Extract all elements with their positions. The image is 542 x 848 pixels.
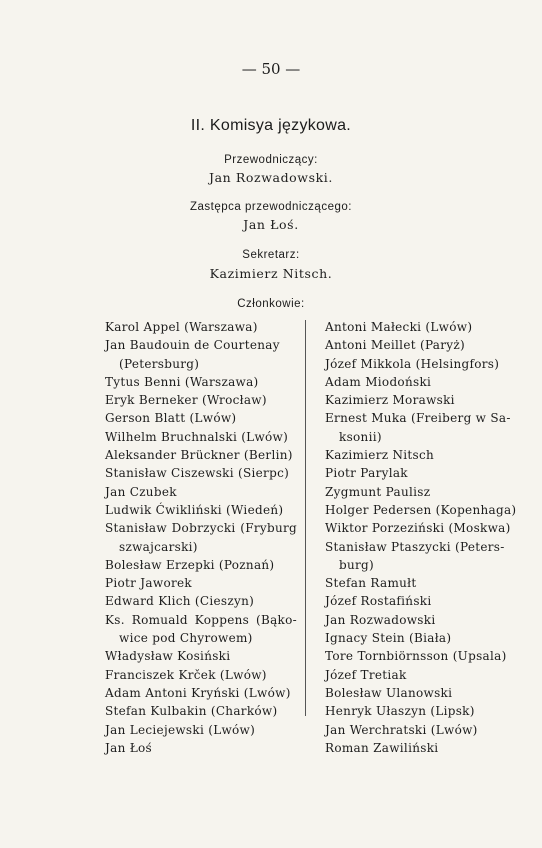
page-number: — 50 — xyxy=(241,60,301,78)
member-line: ksonii) xyxy=(339,429,382,444)
member-line: Jan Baudouin de Courtenay xyxy=(105,338,280,353)
member-line: Ernest Muka (Freiberg w Sa- xyxy=(325,411,511,426)
members-right-column xyxy=(325,318,517,757)
member-line: Franciszek Krček (Lwów) xyxy=(105,667,267,682)
member-line: Jan Czubek xyxy=(105,484,177,499)
member-line: Ks. Romuald Koppens (Bąko- xyxy=(105,612,297,627)
member-line: szwajcarski) xyxy=(119,539,198,554)
member-line: Piotr Jaworek xyxy=(105,576,192,591)
member-line: wice pod Chyrowem) xyxy=(119,631,253,646)
member-line: Stefan Ramułt xyxy=(325,576,417,591)
member-line: Ludwik Ćwikliński (Wiedeń) xyxy=(105,502,284,517)
secretary-name: Kazimierz Nitsch. xyxy=(209,266,333,281)
member-line: Eryk Berneker (Wrocław) xyxy=(105,393,267,408)
member-line: Karol Appel (Warszawa) xyxy=(105,320,258,334)
vice-chairman-name: Jan Łoś. xyxy=(243,217,299,232)
column-divider xyxy=(305,320,306,716)
member-line: (Petersburg) xyxy=(119,356,200,371)
members-left-column xyxy=(105,318,297,757)
member-line: Adam Antoni Kryński (Lwów) xyxy=(105,685,291,700)
member-line: Tore Tornbiörnsson (Upsala) xyxy=(325,649,507,664)
chairman-heading: Przewodniczący: xyxy=(224,154,318,166)
member-line: Bolesław Erzepki (Poznań) xyxy=(105,557,275,572)
member-line: Wilhelm Bruchnalski (Lwów) xyxy=(105,429,289,444)
member-line: Aleksander Brückner (Berlin) xyxy=(105,448,293,463)
member-line: Edward Klich (Cieszyn) xyxy=(105,594,255,609)
secretary-heading: Sekretarz: xyxy=(242,249,300,261)
member-line: Stanisław Ciszewski (Sierpc) xyxy=(105,466,290,481)
member-line: Piotr Parylak xyxy=(325,466,408,481)
member-line: Jan Leciejewski (Lwów) xyxy=(105,722,256,737)
member-line: Kazimierz Nitsch xyxy=(325,448,435,463)
vice-chairman-heading: Zastępca przewodniczącego: xyxy=(190,201,352,213)
member-line: burg) xyxy=(339,557,375,572)
member-line: Jan Werchratski (Lwów) xyxy=(325,722,478,737)
member-line: Antoni Małecki (Lwów) xyxy=(325,320,473,334)
member-line: Henryk Ułaszyn (Lipsk) xyxy=(325,704,475,719)
member-line: Ignacy Stein (Biała) xyxy=(325,631,452,646)
member-line: Stanisław Ptaszycki (Peters- xyxy=(325,539,505,554)
member-line: Tytus Benni (Warszawa) xyxy=(105,374,259,389)
member-line: Józef Mikkola (Helsingfors) xyxy=(325,356,500,371)
member-line: Władysław Kosiński xyxy=(105,649,231,664)
member-line: Roman Zawiliński xyxy=(325,740,439,755)
member-line: Antoni Meillet (Paryż) xyxy=(325,338,465,353)
member-line: Jan Rozwadowski xyxy=(325,612,436,627)
member-line: Stefan Kulbakin (Charków) xyxy=(105,704,278,719)
member-line: Adam Miodoński xyxy=(325,374,432,389)
member-line: Józef Rostafiński xyxy=(325,594,432,609)
member-line: Holger Pedersen (Kopenhaga) xyxy=(325,502,517,517)
member-line: Zygmunt Paulisz xyxy=(325,484,431,499)
member-line: Gerson Blatt (Lwów) xyxy=(105,411,237,426)
member-line: Józef Tretiak xyxy=(325,667,407,682)
member-line: Stanisław Dobrzycki (Fryburg xyxy=(105,521,297,536)
member-line: Bolesław Ulanowski xyxy=(325,685,453,700)
chairman-name: Jan Rozwadowski. xyxy=(209,170,333,185)
members-heading: Członkowie: xyxy=(237,298,305,310)
member-line: Jan Łoś xyxy=(105,740,153,755)
member-line: Kazimierz Morawski xyxy=(325,393,455,408)
member-line: Wiktor Porzeziński (Moskwa) xyxy=(325,521,511,536)
section-title: II. Komisya językowa. xyxy=(190,117,352,134)
